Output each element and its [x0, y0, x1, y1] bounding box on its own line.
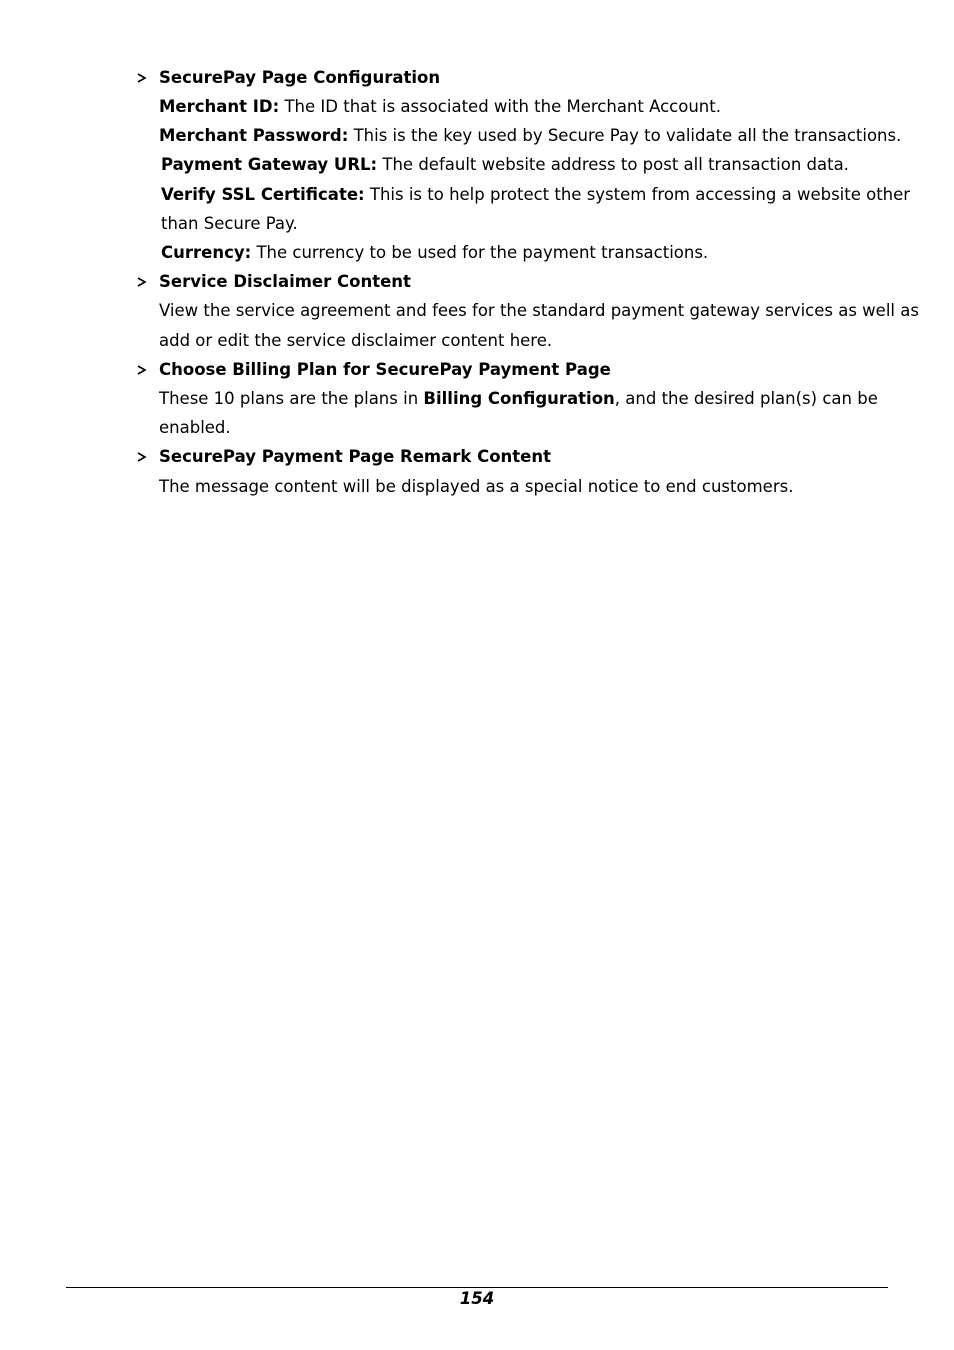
term-description: This is the key used by Secure Pay to validate all the transactions.: [348, 126, 902, 145]
section-heading-securepay-config: SecurePay Page Configuration: [159, 68, 441, 87]
paragraph-line: enabled.: [159, 418, 231, 437]
arrow-bullet-icon: [135, 275, 149, 289]
term-description: This is to help protect the system from accessing a website other: [364, 185, 911, 204]
term-label: Payment Gateway URL:: [161, 155, 378, 174]
term-label: Verify SSL Certificate:: [161, 185, 365, 204]
term-label: Currency:: [161, 243, 252, 262]
paragraph-line: The message content will be displayed as a special notice to end customers.: [159, 477, 794, 496]
paragraph-line: add or edit the service disclaimer content here.: [159, 331, 553, 350]
item-merchant-password: [159, 126, 901, 146]
footer-divider: [66, 1287, 888, 1288]
section-heading-service-disclaimer: Service Disclaimer Content: [159, 272, 411, 291]
billing-configuration-term: Billing Configuration: [423, 389, 615, 408]
arrow-bullet-icon: [135, 71, 149, 85]
term-label: Merchant Password:: [159, 126, 349, 145]
item-currency: [161, 243, 708, 263]
term-description: The default website address to post all transaction data.: [377, 155, 849, 174]
paragraph-line: View the service agreement and fees for the standard payment gateway services as well as: [159, 301, 919, 320]
item-payment-gateway-url: [161, 155, 849, 175]
section-heading-billing-plan: Choose Billing Plan for SecurePay Payment Page: [159, 360, 611, 379]
paragraph-text: , and the desired plan(s) can be: [614, 389, 878, 408]
page-number: 154: [459, 1289, 495, 1308]
term-label: Merchant ID:: [159, 97, 280, 116]
paragraph-text: These 10 plans are the plans in: [159, 389, 424, 408]
paragraph-line: [159, 389, 878, 409]
arrow-bullet-icon: [135, 450, 149, 464]
term-description: The ID that is associated with the Merchant Account.: [279, 97, 721, 116]
item-merchant-id: [159, 97, 721, 117]
term-description: The currency to be used for the payment transactions.: [251, 243, 709, 262]
section-heading-remark-content: SecurePay Payment Page Remark Content: [159, 447, 552, 466]
item-verify-ssl-continuation: than Secure Pay.: [161, 214, 298, 233]
arrow-bullet-icon: [135, 363, 149, 377]
item-verify-ssl: [161, 185, 910, 205]
